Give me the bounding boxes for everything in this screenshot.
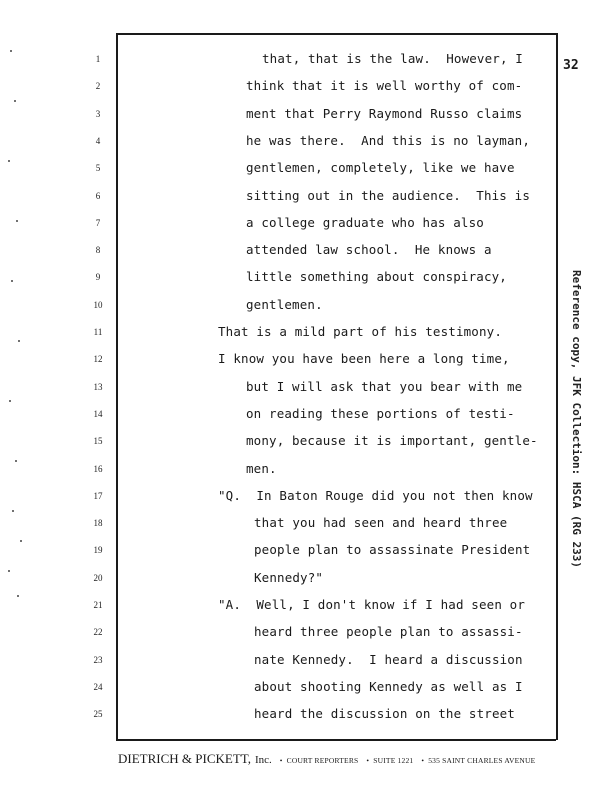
scan-speck xyxy=(12,510,14,512)
scan-speck xyxy=(11,280,13,282)
scan-speck xyxy=(18,340,20,342)
line-number: 8 xyxy=(95,245,101,256)
scan-speck xyxy=(17,595,19,597)
line-number: 22 xyxy=(93,627,103,638)
scan-speck xyxy=(16,220,18,222)
line-number: 18 xyxy=(93,518,103,529)
transcript-line: That is a mild part of his testimony. xyxy=(218,324,502,339)
footer-inc: Inc. xyxy=(255,754,272,766)
scan-speck xyxy=(8,570,10,572)
line-number: 7 xyxy=(95,217,101,228)
line-number: 17 xyxy=(93,490,103,501)
line-number: 5 xyxy=(95,163,101,174)
line-number: 20 xyxy=(93,572,103,583)
page-number: 32 xyxy=(563,58,579,73)
scan-speck xyxy=(20,540,22,542)
line-number: 24 xyxy=(93,681,103,692)
transcript-line: he was there. And this is no layman, xyxy=(246,132,530,148)
transcript-line: think that it is well worthy of com- xyxy=(246,78,523,94)
line-number: 25 xyxy=(93,709,103,720)
transcript-line: men. xyxy=(246,460,277,476)
transcript-line: ment that Perry Raymond Russo claims xyxy=(246,105,523,121)
frame-top-rule xyxy=(116,33,556,35)
scan-speck xyxy=(9,400,11,402)
transcript-line: "Q. In Baton Rouge did you not then know xyxy=(218,487,533,503)
line-number: 10 xyxy=(93,299,103,310)
line-number: 11 xyxy=(93,327,103,337)
transcript-line: gentlemen. xyxy=(246,296,323,312)
transcript-line: heard three people plan to assassi- xyxy=(254,624,523,640)
transcript-line: that, that is the law. However, I xyxy=(262,51,523,66)
transcript-line: that you had seen and heard three xyxy=(254,515,508,531)
transcript-line: gentlemen, completely, like we have xyxy=(246,160,515,176)
transcript-line: Kennedy?" xyxy=(254,569,324,585)
transcript-line: I know you have been here a long time, xyxy=(218,351,510,367)
footer xyxy=(118,750,558,768)
footer-address: 535 SAINT CHARLES AVENUE xyxy=(428,756,536,765)
reference-copy-stamp: Reference copy, JFK Collection: HSCA (RG 233) xyxy=(570,270,583,569)
transcript-line: people plan to assassinate President xyxy=(254,542,531,558)
transcript-line: "A. Well, I don't know if I had seen or xyxy=(218,597,526,612)
line-number: 4 xyxy=(95,135,101,146)
transcript-line: nate Kennedy. I heard a discussion xyxy=(254,651,523,667)
transcript-line: about shooting Kennedy as well as I xyxy=(254,678,523,694)
transcript-line: a college graduate who has also xyxy=(246,214,484,230)
line-number: 16 xyxy=(93,463,103,474)
scan-speck xyxy=(10,50,12,52)
footer-separator: • xyxy=(279,756,283,765)
line-number: 12 xyxy=(93,354,103,365)
line-number: 21 xyxy=(93,600,103,610)
transcript-line: sitting out in the audience. This is xyxy=(246,187,530,203)
line-number: 23 xyxy=(93,654,103,665)
footer-separator: • xyxy=(366,756,370,765)
line-number: 6 xyxy=(95,190,101,201)
line-number: 1 xyxy=(95,54,101,64)
footer-court-reporters: COURT REPORTERS xyxy=(286,756,359,765)
line-number: 9 xyxy=(95,272,101,283)
transcript-line: little something about conspiracy, xyxy=(246,269,507,285)
transcript-line: but I will ask that you bear with me xyxy=(246,378,523,394)
transcript-line: mony, because it is important, gentle- xyxy=(246,433,538,449)
line-number: 15 xyxy=(93,436,103,447)
line-number: 14 xyxy=(93,408,103,419)
footer-separator: • xyxy=(421,756,425,765)
scan-speck xyxy=(15,460,17,462)
scan-speck xyxy=(8,160,10,162)
footer-suite: SUITE 1221 xyxy=(373,756,414,765)
transcript-line: attended law school. He knows a xyxy=(246,242,492,258)
transcript-line: heard the discussion on the street xyxy=(254,706,515,722)
footer-firm: DIETRICH & PICKETT, xyxy=(118,751,251,766)
transcript-line: on reading these portions of testi- xyxy=(246,405,515,421)
line-number: 19 xyxy=(93,545,103,556)
frame-bottom-rule xyxy=(116,739,556,741)
binding-margin xyxy=(6,40,28,600)
line-number: 3 xyxy=(95,108,101,119)
line-number: 13 xyxy=(93,381,103,392)
line-number: 2 xyxy=(95,81,101,92)
scan-speck xyxy=(14,100,16,102)
